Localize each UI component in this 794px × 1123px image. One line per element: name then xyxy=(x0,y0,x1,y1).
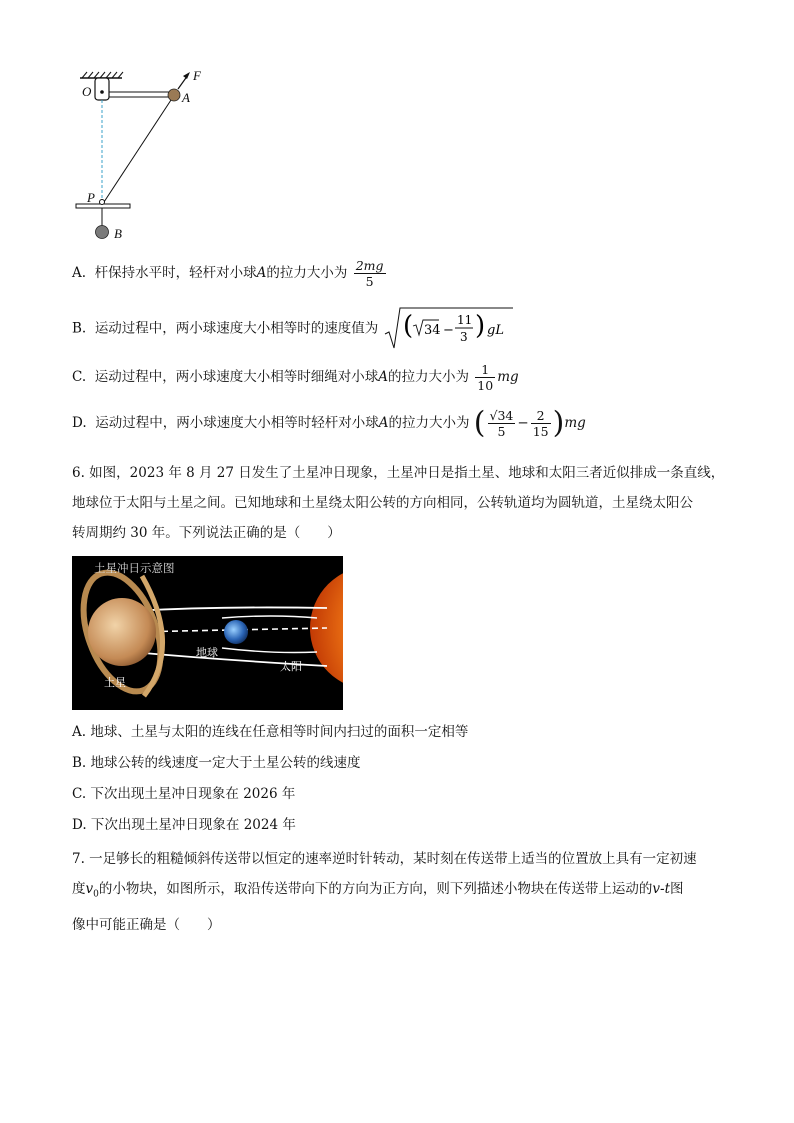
question-6-stem: 6. 如图，2023 年 8 月 27 日发生了土星冲日现象，土星冲日是指土星、地球和太阳三者近似排成一条直线， 地球位于太阳与土星之间。已知地球和土星绕太阳公转的方向相同，公转轨道均为圆轨道，土星绕太阳公 转周期约 30 年。下列说法正确的是（ ） xyxy=(72,465,725,541)
saturn xyxy=(88,598,156,666)
q6-option-b: B. 地球公转的线速度一定大于土星公转的线速度 xyxy=(72,755,361,771)
label-a: A xyxy=(182,90,190,105)
ball-b xyxy=(96,226,109,239)
fraction: $\frac{√34}{5}$ xyxy=(489,408,514,439)
rope xyxy=(104,100,171,202)
svg-text:(: ( xyxy=(402,311,413,341)
label-p: P xyxy=(87,190,95,205)
ceiling-hatch xyxy=(82,72,123,78)
svg-text:): ) xyxy=(474,311,485,341)
saturn-opposition-figure xyxy=(72,556,343,710)
figure-title: 土星冲日示意图 xyxy=(94,561,175,575)
ball-a xyxy=(168,89,180,101)
pivot-block xyxy=(95,78,109,100)
q6-option-c: C. 下次出现土星冲日现象在 2026 年 xyxy=(72,786,296,802)
sqrt-expression xyxy=(383,306,515,352)
option-d: D. 运动过程中，两小球速度大小相等时轻杆对小球A的拉力大小为 ( $\frac{√34}{5}$ − $\frac{2}{15}$ )mg xyxy=(72,405,586,441)
option-a: A. 杆保持水平时，轻杆对小球A的拉力大小为 $\frac{2mg}{5}$ xyxy=(72,258,384,289)
q6-option-d: D. 下次出现土星冲日现象在 2024 年 xyxy=(72,817,296,833)
option-c: C. 运动过程中，两小球速度大小相等时细绳对小球A的拉力大小为 $\frac{1}{10}$ mg xyxy=(72,362,519,393)
fraction: $\frac{2mg}{5}$ xyxy=(355,258,384,289)
ring-p xyxy=(100,200,105,205)
force-arrowhead xyxy=(183,72,190,79)
option-b: B. 运动过程中，两小球速度大小相等时的速度值为 ( 34 − 11 3 ) gL xyxy=(72,306,515,352)
svg-text:34: 34 xyxy=(423,323,441,338)
fraction: $\frac{1}{10}$ xyxy=(477,362,494,393)
label-f: F xyxy=(193,68,201,83)
label-sun: 太阳 xyxy=(280,660,302,673)
q6-option-a: A. 地球、土星与太阳的连线在任意相等时间内扫过的面积一定相等 xyxy=(72,724,469,740)
label-b: B xyxy=(114,226,122,241)
label-earth: 地球 xyxy=(196,646,218,659)
earth xyxy=(224,620,248,644)
question-7-stem: 7. 一足够长的粗糙倾斜传送带以恒定的速率逆时针转动，某时刻在传送带上适当的位置放上具有一定初速 度$v_0$的小物块，如图所示，取沿传送带向下的方向为正方向，则下列描述小物块在传送带上运动的v-t图 像中可能正确是（ ） xyxy=(72,851,697,933)
label-o: O xyxy=(82,84,92,99)
svg-text:11: 11 xyxy=(456,313,472,327)
svg-text:3: 3 xyxy=(459,330,468,344)
fraction: $\frac{2}{15}$ xyxy=(532,408,549,439)
pivot-point xyxy=(100,90,104,94)
svg-text:−: − xyxy=(442,323,454,338)
svg-text:gL: gL xyxy=(486,323,504,338)
mechanics-figure xyxy=(70,66,220,246)
label-saturn: 土星 xyxy=(104,676,126,689)
